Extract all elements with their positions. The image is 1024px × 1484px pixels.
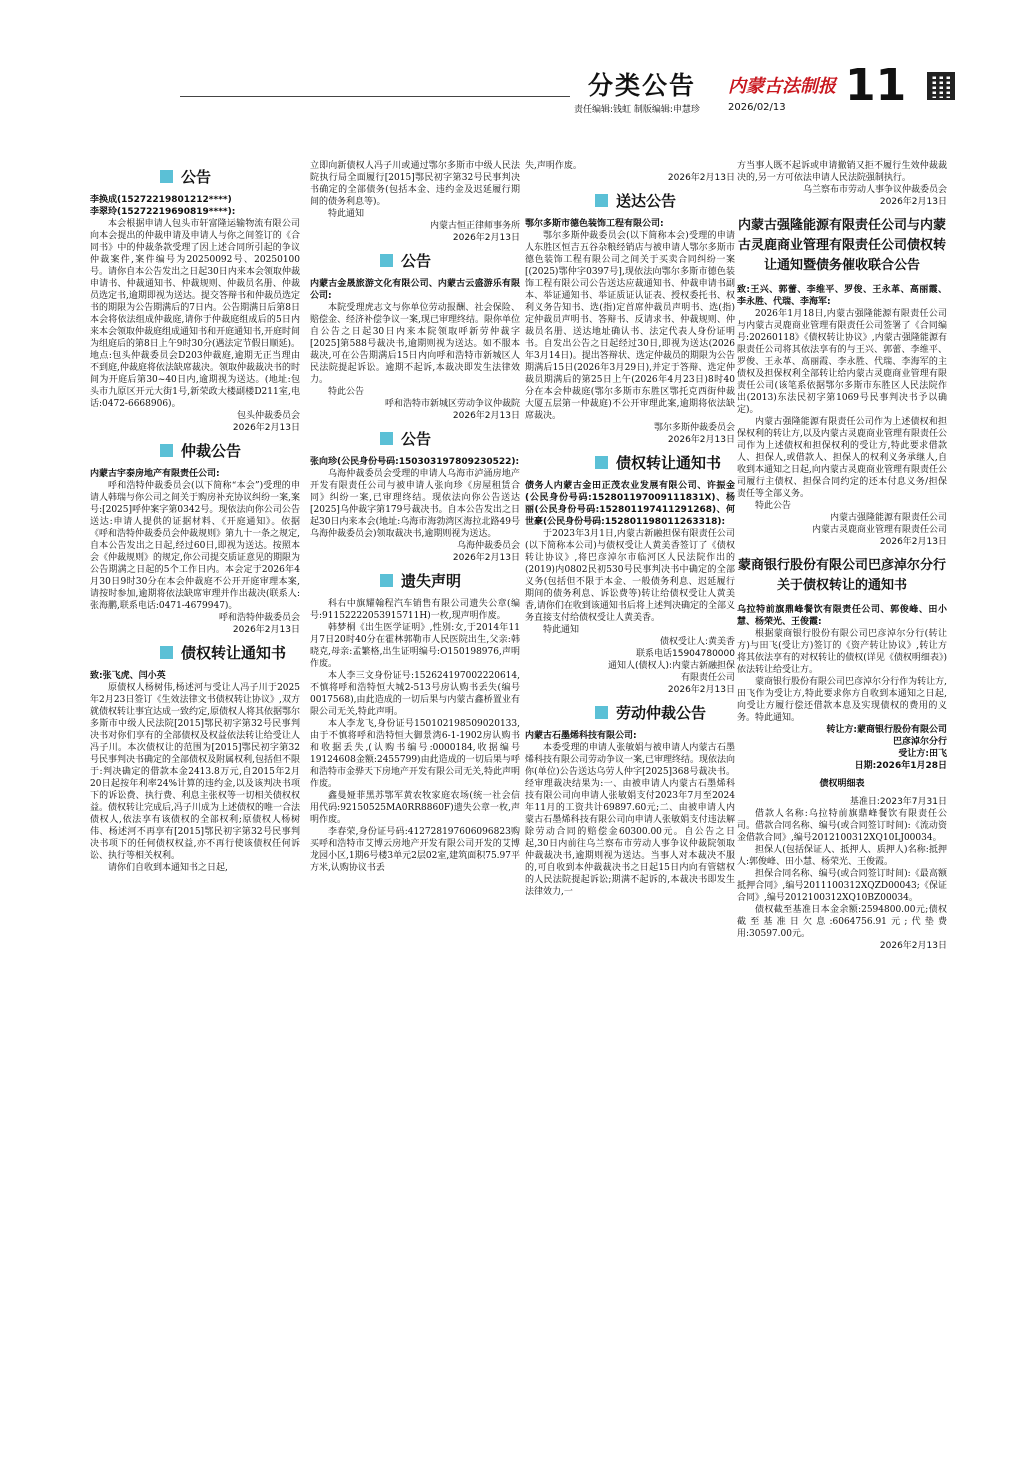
heading-marker-icon bbox=[160, 170, 173, 183]
notice-signature: 2026年2月13日 bbox=[879, 537, 947, 547]
notice-paragraph: 失,声明作废。 bbox=[525, 161, 582, 171]
notice-heading bbox=[595, 192, 735, 210]
notice-signature: 2026年2月13日 bbox=[667, 685, 735, 695]
notice-addressee: 致:王兴、郭蕾、李维平、罗俊、王永革、高丽霞、李永胜、代瑞、李海军: bbox=[737, 285, 947, 307]
notice-signature: 2026年2月13日 bbox=[452, 553, 520, 563]
notice-heading bbox=[160, 442, 300, 460]
column-3 bbox=[525, 160, 735, 1410]
heading-marker-icon bbox=[595, 456, 608, 469]
heading-marker-icon bbox=[595, 194, 608, 207]
notice-heading bbox=[380, 430, 520, 448]
notice-paragraph: 原债权人杨树伟,杨述河与受让人冯子川于2025年2月23日签订《生效法律文书债权转让协议》,双方就债权转让事宜达成一致约定,原债权人将其依据鄂尔多斯市中级人民法院[2015]鄂民初字第32号民事判决书对你们享有的全部债权及权益依法转让给受让人冯子川。本次债权让的范围为[2015]鄂民初字第32号民事判决书确定的全部债权及附属权利,包括但不限于:判决确定的借款本金2413.8万元,自2015年2月20日起按年利率24%计算的违约金,以及该判决书项下的诉讼费、执行费、利息主张权等一切相关债权权益。债权转让完成后,冯子川成为上述债权的唯一合法债权人,依法享有该债权的全部权利;原债权人杨树伟、杨述河不再享有[2015]鄂民初字第32号民事判决书项下的任何债权权益,亦不再行使该债权任何诉讼、执行等相关权利。 bbox=[90, 683, 300, 861]
notice-signature: 受让方:田飞 bbox=[898, 749, 947, 759]
heading-marker-icon bbox=[380, 254, 393, 267]
notice-paragraph: 债权截至基准日本金余额:2594800.00元;债权截至基准日欠息:6064756.91元;代垫费用:30597.00元。 bbox=[737, 905, 947, 939]
notice-paragraph: 呼和浩特仲裁委员会(以下简称“本会”)受理的申请人韩瑞与你公司之间关于购房补充协议纠纷一案,案号:[2025]呼仲案字第0342号。现依法向你公司公告送达:申请人提供的证据材料、《开庭通知》。依据《呼和浩特仲裁委员会仲裁规则》第九十一条之规定,自本公告发出之日起,经过60日,即视为送达。按照本会《仲裁规则》的规定,你公司提交质证意见的期限为公告期满之日起的5个工作日内。本会定于2026年4月30日9时30分在本会仲裁庭不公开开庭审理本案,请按时参加,逾期将依法缺席审理并作出裁决(联系人:张海鹏,联系电话:0471-4679947)。 bbox=[90, 481, 300, 611]
heading-marker-icon bbox=[160, 646, 173, 659]
notice-heading-text: 公告 bbox=[401, 252, 432, 270]
notice-paragraph: 蒙商银行股份有限公司巴彦淖尔分行作为转让方,田飞作为受让方,特此要求你方自收到本通知之日起,向受让方履行偿还借款本息及实现债权的费用的义务。特此通知。 bbox=[737, 677, 947, 723]
notice-heading: 内蒙古强隆能源有限责任公司与内蒙古灵鹿商业管理有限责任公司债权转让通知暨债务催收联合公告 bbox=[737, 218, 946, 273]
column-1 bbox=[90, 160, 300, 1410]
notice-paragraph: 2026年1月18日,内蒙古强隆能源有限责任公司与内蒙古灵鹿商业管理有限责任公司签署了《合同编号:20260118》《债权转让协议》,内蒙古强隆能源有限责任公司将其依法享有的与王兴、郭蕾、李维平、罗俊、王永革、高丽霞、李永胜、代瑞、李海军的主债权及担保权利全部转让给内蒙古灵鹿商业管理有限责任公司(该笔系依据鄂尔多斯市东胜区人民法院作出(2013)东法民初字第1069号民事判决书予以确定)。 bbox=[737, 309, 947, 415]
notice-paragraph: 科右中旗耀翰程汽车销售有限公司遗失公章(编号:91152222053915711H)一枚,现声明作废。 bbox=[310, 599, 520, 621]
notice-paragraph: 本院受理虎志文与你单位劳动报酬、社会保险、赔偿金、经济补偿争议一案,现已审理终结。限你单位自公告之日起30日内来本院领取呼新劳仲裁字[2025]第588号裁决书,逾期则视为送达。如不服本裁决,可在公告期满后15日内向呼和浩特市新城区人民法院提起诉讼。逾期不起诉,本裁决即发生法律效力。 bbox=[310, 303, 520, 385]
notice-addressee: 内蒙古石墨烯科技有限公司: bbox=[525, 731, 637, 741]
notice-paragraph: 请你们自收到本通知书之日起, bbox=[108, 863, 228, 873]
notice-heading-text: 仲裁公告 bbox=[181, 442, 242, 460]
notice-signature: 转让方:蒙商银行股份有限公司 bbox=[826, 725, 947, 735]
notice-heading bbox=[595, 704, 735, 722]
editors-line: 责任编辑:钱虹 制版编辑:申慧珍 bbox=[574, 105, 700, 115]
notice-signature: 通知人(债权人):内蒙古新融担保 bbox=[607, 661, 735, 671]
column-2 bbox=[310, 160, 520, 1410]
notice-heading bbox=[160, 168, 300, 186]
notice-paragraph: 鑫曼娅菲黑苏鄂军黄农牧家庭农场(统一社会信用代码:92150525MA0RR8860F)遗失公章一枚,声明作废。 bbox=[310, 791, 520, 825]
notice-signature: 乌海仲裁委员会 bbox=[456, 541, 520, 551]
notice-addressee: 李翠玲(15272219690819****): bbox=[90, 207, 236, 217]
notice-signature: 内蒙古灵鹿商业管理有限责任公司 bbox=[811, 525, 947, 535]
masthead bbox=[180, 62, 980, 122]
notice-paragraph: 担保合同名称、编号(或合同签订时间):《最高额抵押合同》,编号2011100312XQZD00043;《保证合同》,编号2012100312XQ10BZ00034。 bbox=[737, 869, 947, 903]
notice-paragraph: 特此通知 bbox=[543, 625, 580, 635]
notice-paragraph: 本会根据申请人包头市轩富隆运输物流有限公司向本会提出的仲裁申请及申请人与你之间签订的《合同书》中的仲裁条款受理了因上述合同所引起的争议仲裁案件,案件编号为20250092号、20250100号。请你自本公告发出之日起30日内来本会领取仲裁申请书、仲裁通知书、仲裁规则、仲裁员名册、仲裁员选定书,逾期即视为送达。提交答辩书和仲裁员选定书的期限为公告期满后的7日内。公告期满日后第8日本会将依法组成仲裁庭,请你于仲裁庭组成后的5日内来本会领取仲裁庭组成通知书和开庭通知书,开庭时间为组庭后的第8日上午9时30分(遇法定节假日顺延)。地点:包头仲裁委员会D203仲裁庭,逾期无正当理由不到庭,仲裁庭将依法缺席裁决。领取仲裁裁决书的时间为开庭后第30~40日内,逾期视为送达。(地址:包头市九原区开元大街1号,新荣政大楼副楼D211室,电话:0472-6668906)。 bbox=[90, 219, 300, 409]
notice-paragraph: 担保人(包括保证人、抵押人、质押人)名称:抵押人:郭俊峰、田小慧、杨荣光、王俊霞。 bbox=[737, 845, 947, 867]
notice-signature: 债权受让人:黄美香 bbox=[659, 637, 735, 647]
notice-signature: 2026年2月13日 bbox=[232, 423, 300, 433]
notice-signature: 乌兰察布市劳动人事争议仲裁委员会 bbox=[802, 185, 947, 195]
notice-heading-text: 公告 bbox=[401, 430, 432, 448]
notice-signature: 联系电话15904780000 bbox=[636, 649, 735, 659]
notice-paragraph: 特此公告 bbox=[328, 387, 365, 397]
notice-signature: 鄂尔多斯仲裁委员会 bbox=[653, 423, 735, 433]
notice-paragraph: 方当事人既不起诉或申请撤销又拒不履行生效仲裁裁决的,另一方可依法申请人民法院强制执行。 bbox=[737, 161, 947, 183]
notice-heading-text: 遗失声明 bbox=[401, 572, 462, 590]
heading-marker-icon bbox=[160, 444, 173, 457]
notice-paragraph: 特此公告 bbox=[755, 501, 792, 511]
notice-signature: 有限责任公司 bbox=[680, 673, 735, 683]
notice-paragraph: 本人李三文身份证号:152624197002220614,不慎将呼和浩特恒大城2-513号房认购书丢失(编号0017568),由此造成的一切后果与内蒙古鑫桥置业有限公司无关,特此声明。 bbox=[310, 671, 520, 717]
notice-heading-text: 送达公告 bbox=[616, 192, 677, 210]
notice-paragraph: 乌海仲裁委员会受理的申请人乌海市泸涌房地产开发有限责任公司与被申请人张向珍《房屋租赁合同》纠纷一案,已审理终结。现依法向你公告送达[2025]乌仲裁字第179号裁决书。自本公告发出之日起30日内来本会(地址:乌海市海勃湾区海拉北路49号乌海仲裁委员会)领取裁决书,逾期则视为送达。 bbox=[310, 469, 520, 539]
notice-signature: 2026年2月13日 bbox=[667, 435, 735, 445]
notice-paragraph: 本委受理的申请人张敏娟与被申请人内蒙古石墨烯科技有限公司劳动争议一案,已审理终结。现依法向你(单位)公告送达乌劳人仲字[2025]368号裁决书。经审理裁决结果为:一、由被申请人内蒙古石墨烯科技有限公司向申请人张敏娟支付2023年7月至2024年11月的工资共计69897.60元;二、由被申请人内蒙古石墨烯科技有限公司向申请人张敏娟支付违法解除劳动合同的赔偿金60300.00元。自公告之日起,30日内前往乌兰察布市劳动人事争议仲裁院领取仲裁裁决书,逾期则视为送达。当事人对本裁决不服的,可自收到本仲裁裁决书之日起15日内向有管辖权的人民法院提起诉讼;期满不起诉的,本裁决书即发生法律效力,一 bbox=[525, 743, 735, 897]
heading-marker-icon bbox=[595, 706, 608, 719]
issue-date: 2026/02/13 bbox=[728, 102, 786, 113]
notice-paragraph: 根据蒙商银行股份有限公司巴彦淖尔分行(转让方)与田飞(受让方)签订的《资产转让协议》,转让方将其依法享有的对权转让的债权(详见《债权明细表》)依法转让给受让方。 bbox=[737, 629, 947, 675]
notice-heading-text: 公告 bbox=[181, 168, 212, 186]
page-number: 11 bbox=[845, 60, 907, 111]
notice-addressee: 乌拉特前旗鼎峰餐饮有限责任公司、郭俊峰、田小慧、杨荣光、王俊霞: bbox=[737, 605, 947, 627]
notice-signature: 巴彦淖尔分行 bbox=[892, 737, 947, 747]
notice-paragraph: 于2023年3月1日,内蒙古新融担保有限责任公司(以下简称本公司)与债权受让人黄美香签订了《债权转让协议》,将巴彦淖尔市临河区人民法院作出的(2019)内0802民初530号民事判决书中确定的全部义务(包括但不限于本金、一般债务利息、迟延履行期间的债务利息、诉讼费等)转让给债权受让人黄美香,请你们在收到该通知书后将上述判决确定的全部义务直接支付给债权受让人黄美香。 bbox=[525, 529, 735, 623]
notice-signature: 内蒙古强隆能源有限责任公司 bbox=[829, 513, 947, 523]
notice-addressee: 致:张飞虎、闫小英 bbox=[90, 671, 166, 681]
column-4 bbox=[737, 160, 947, 1410]
notice-heading-text: 劳动仲裁公告 bbox=[616, 704, 707, 722]
notice-paragraph: 李春荣,身份证号码:412728197606096823购买呼和浩特市艾博云房地产开发有限公司开发的艾博龙园小区,1期6号楼3单元2层02室,建筑面积75.97平方米,认购协议书丢 bbox=[310, 827, 520, 873]
notice-signature: 内蒙古恒正律师事务所 bbox=[429, 221, 520, 231]
notice-signature: 包头仲裁委员会 bbox=[236, 411, 300, 421]
section-title: 分类公告 bbox=[588, 71, 697, 100]
notice-addressee: 李换成(15272219801212****) bbox=[90, 195, 232, 205]
notice-signature: 2026年2月13日 bbox=[452, 411, 520, 421]
notice-signature: 2026年2月13日 bbox=[879, 941, 947, 951]
notice-addressee: 张向珍(公民身份号码:150303197809230522): bbox=[310, 457, 520, 467]
masthead-rule bbox=[180, 96, 570, 97]
notice-addressee: 内蒙古金晟旅游文化有限公司、内蒙古云盛游乐有限公司: bbox=[310, 279, 520, 301]
notice-signature: 呼和浩特仲裁委员会 bbox=[218, 613, 300, 623]
notice-addressee: 鄂尔多斯市德色装饰工程有限公司: bbox=[525, 219, 664, 229]
notice-signature: 2026年2月13日 bbox=[667, 173, 735, 183]
notice-paragraph: 内蒙古强隆能源有限责任公司作为上述债权和担保权利的转让方,以及内蒙古灵鹿商业管理有限责任公司作为上述债权和担保权利的受让方,特此要求借款人、担保人,或借款人、担保人的权利义务承继人,自收到本通知之日起,向内蒙古灵鹿商业管理有限责任公司履行主债权、担保合同约定的还本付息义务/担保责任等全部义务。 bbox=[737, 417, 947, 499]
notice-heading bbox=[595, 454, 735, 472]
notice-heading-text: 债权转让通知书 bbox=[181, 644, 287, 662]
notice-signature: 呼和浩特市新城区劳动争议仲裁院 bbox=[384, 399, 520, 409]
notice-signature: 2026年2月13日 bbox=[879, 197, 947, 207]
qr-code-icon bbox=[927, 72, 955, 100]
notice-signature: 基准日:2023年7月31日 bbox=[849, 797, 947, 807]
notice-signature: 2026年2月13日 bbox=[452, 233, 520, 243]
notice-heading-text: 债权转让通知书 bbox=[616, 454, 722, 472]
notice-heading bbox=[380, 572, 520, 590]
notice-paragraph: 鄂尔多斯仲裁委员会(以下简称本会)受理的申请人东胜区恒吉五谷杂粮经销店与被申请人鄂尔多斯市德色装饰工程有限公司之间关于买卖合同纠纷一案[(2025)鄂仲字0397号],现依法向鄂尔多斯市德色装饰工程有限公司公告送达应裁通知书、仲裁申请书副本、举证通知书、举证质证认证表、授权委托书、权利义务告知书、选(指)定首席仲裁员声明书、选(指)定仲裁员声明书、答辩书、反请求书、仲裁规则、仲裁员名册、送达地址确认书、法定代表人身份证明书。自发出公告之日起经过30日,即视为送达(2026年3月14日)。提出答辩状、选定仲裁员的期限为公告期满后15日(2026年3月29日),并定于答辩、选定仲裁员期满后的第25日上午(2026年4月23日)8时40分在本会仲裁庭(鄂尔多斯市东胜区鄂托克西街仲裁大厦五层第一仲裁庭)不公开审理此案,逾期将依法缺席裁决。 bbox=[525, 231, 735, 421]
notice-addressee: 债务人内蒙古金田正茂农业发展有限公司、许振金(公民身份号码:152801197009111831X)、杨丽(公民身份号码:152801197411291268)、何世豪(公民身份号码:152801198011263318): bbox=[525, 481, 735, 527]
heading-marker-icon bbox=[380, 432, 393, 445]
heading-marker-icon bbox=[380, 574, 393, 587]
table-title: 债权明细表 bbox=[819, 779, 865, 789]
notice-paragraph: 立即向新债权人冯子川或通过鄂尔多斯市中级人民法院执行局全面履行[2015]鄂民初字第32号民事判决书确定的全部债务(包括本金、违约金及迟延履行期间的债务利息等)。 bbox=[310, 161, 520, 207]
notice-heading bbox=[160, 644, 300, 662]
notice-paragraph: 本人李龙飞,身份证号150102198509020133,由于不慎将呼和浩特恒大御景湾6-1-1902房认购书和收据丢失,(认购书编号:0000184,收据编号19124608金额:2455799)由此造成的一切后果与呼和浩特市金骅天下房地产开发有限公司无关,特此声明作废。 bbox=[310, 719, 520, 789]
notice-heading bbox=[380, 252, 520, 270]
notice-addressee: 内蒙古宇泰房地产有限责任公司: bbox=[90, 469, 220, 479]
newspaper-logo: 内蒙古法制报 bbox=[728, 76, 836, 97]
notice-paragraph: 借款人名称:乌拉特前旗鼎峰餐饮有限责任公司。借款合同名称、编号(或合同签订时间):《流动资金借款合同》,编号2012100312XQ10LJ00034。 bbox=[737, 809, 947, 843]
notice-paragraph: 韩梦桐《出生医学证明》,性别:女,于2014年11月7日20时40分在霍林郭勒市人民医院出生,父亲:韩晓克,母亲:孟繁格,出生证明编号:O150198976,声明作废。 bbox=[310, 623, 520, 669]
notice-heading: 蒙商银行股份有限公司巴彦淖尔分行关于债权转让的通知书 bbox=[737, 558, 946, 593]
notice-signature: 日期:2026年1月28日 bbox=[854, 761, 947, 771]
notice-paragraph: 特此通知 bbox=[328, 209, 365, 219]
notice-signature: 2026年2月13日 bbox=[232, 625, 300, 635]
